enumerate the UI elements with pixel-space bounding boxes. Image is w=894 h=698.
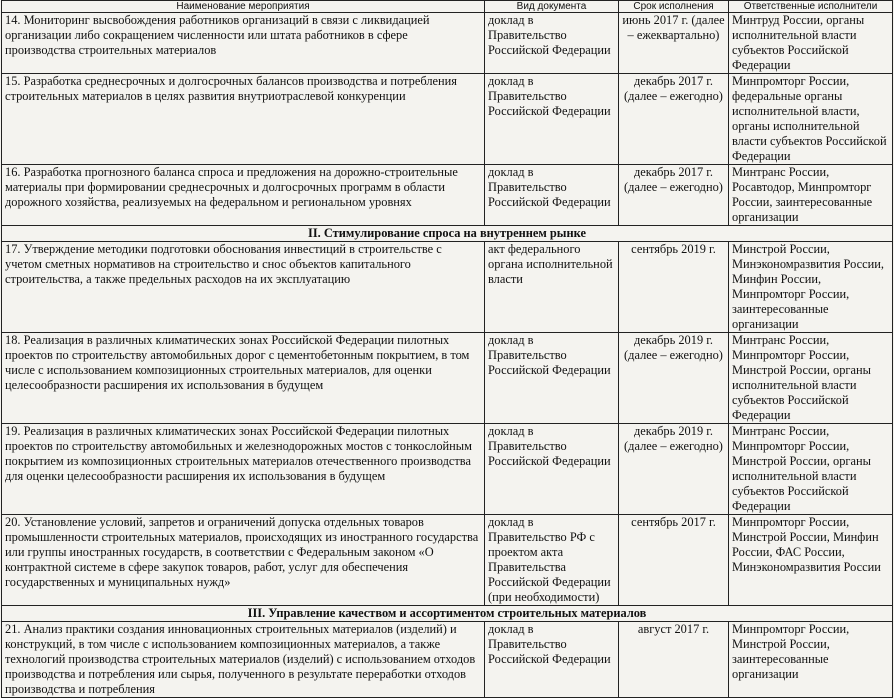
measure-name: 16. Разработка прогнозного баланса спроса и предложения на дорожно-строительные материалы при формировании среднесрочных и долгосрочных программ в области дорожного хозяйства, реализуемых на федеральном и региональном уровнях xyxy=(2,165,485,226)
table-row xyxy=(2,165,893,226)
responsible-executors: Минпромторг России, Минстрой России, заинтересованные организации xyxy=(729,622,893,698)
action-plan-table xyxy=(1,0,893,698)
responsible-executors: Минтранс России, Минпромторг России, Минстрой России, органы исполнительной власти субъектов Российской Федерации xyxy=(729,333,893,424)
table-row xyxy=(2,74,893,165)
section-heading-row xyxy=(2,606,893,622)
section-heading: III. Управление качеством и ассортиментом строительных материалов xyxy=(2,606,893,622)
measure-name: 17. Утверждение методики подготовки обоснования инвестиций в строительстве с учетом сметных нормативов на строительство и снос объектов капитального строительства, а также предельных расходов на их эксплуатацию xyxy=(2,242,485,333)
document-type: доклад в Правительство Российской Федерации xyxy=(485,13,619,74)
column-header-name: Наименование мероприятия xyxy=(2,1,485,13)
document-type: акт федерального органа исполнительной власти xyxy=(485,242,619,333)
column-header-deadline: Срок исполнения xyxy=(619,1,729,13)
document-type: доклад в Правительство Российской Федерации xyxy=(485,333,619,424)
responsible-executors: Минстрой России, Минэкономразвития России, Минфин России, Минпромторг России, заинтересованные организации xyxy=(729,242,893,333)
column-header-responsible: Ответственные исполнители xyxy=(729,1,893,13)
deadline: декабрь 2017 г. (далее – ежегодно) xyxy=(619,74,729,165)
table-row xyxy=(2,424,893,515)
document-type: доклад в Правительство Российской Федерации xyxy=(485,74,619,165)
responsible-executors: Минтранс России, Минпромторг России, Минстрой России, органы исполнительной власти субъектов Российской Федерации xyxy=(729,424,893,515)
document-type: доклад в Правительство Российской Федерации xyxy=(485,622,619,698)
deadline: декабрь 2019 г. (далее – ежегодно) xyxy=(619,333,729,424)
document-type: доклад в Правительство Российской Федерации xyxy=(485,424,619,515)
table-row xyxy=(2,13,893,74)
responsible-executors: Минтранс России, Росавтодор, Минпромторг России, заинтересованные организации xyxy=(729,165,893,226)
deadline: сентябрь 2017 г. xyxy=(619,515,729,606)
deadline: сентябрь 2019 г. xyxy=(619,242,729,333)
table-row xyxy=(2,622,893,698)
measure-name: 19. Реализация в различных климатических зонах Российской Федерации пилотных проектов по строительству автомобильных и железнодорожных мостов с тонкослойным покрытием из композиционных строительных материалов отечественного производства для оценки целесообразности расширения их использования в будущем xyxy=(2,424,485,515)
column-header-document: Вид документа xyxy=(485,1,619,13)
table-row xyxy=(2,333,893,424)
deadline: декабрь 2019 г. (далее – ежегодно) xyxy=(619,424,729,515)
measure-name: 18. Реализация в различных климатических зонах Российской Федерации пилотных проектов по строительству автомобильных дорог с цементобетонным покрытием, в том числе с использованием композиционных строительных материалов, для оценки целесообразности расширения их использования в будущем xyxy=(2,333,485,424)
measure-name: 14. Мониторинг высвобождения работников организаций в связи с ликвидацией организации либо сокращением численности или штата работников в сфере производства строительных материалов xyxy=(2,13,485,74)
measure-name: 20. Установление условий, запретов и ограничений допуска отдельных товаров промышленности строительных материалов, происходящих из иностранного государства или группы иностранных государств, в соответствии с Федеральным законом «О контрактной системе в сфере закупок товаров, работ, услуг для обеспечения государственных и муниципальных нужд» xyxy=(2,515,485,606)
table-row xyxy=(2,515,893,606)
responsible-executors: Минтруд России, органы исполнительной власти субъектов Российской Федерации xyxy=(729,13,893,74)
document-type: доклад в Правительство РФ с проектом акта Правительства Российской Федерации (при необходимости) xyxy=(485,515,619,606)
deadline: июнь 2017 г. (далее – ежеквартально) xyxy=(619,13,729,74)
table-row xyxy=(2,242,893,333)
measure-name: 21. Анализ практики создания инновационных строительных материалов (изделий) и конструкций, в том числе с использованием композиционных материалов, а также технологий производства строительных материалов (изделий) с использованием отходов производства и потребления или сырья, полученного в результате переработки отходов производства и потребления xyxy=(2,622,485,698)
deadline: декабрь 2017 г. (далее – ежегодно) xyxy=(619,165,729,226)
responsible-executors: Минпромторг России, федеральные органы исполнительной власти, органы исполнительной власти субъектов Российской Федерации xyxy=(729,74,893,165)
measure-name: 15. Разработка среднесрочных и долгосрочных балансов производства и потребления строительных материалов в целях развития внутриотраслевой конкуренции xyxy=(2,74,485,165)
table-header-row xyxy=(2,1,893,13)
section-heading: II. Стимулирование спроса на внутреннем рынке xyxy=(2,226,893,242)
document-type: доклад в Правительство Российской Федерации xyxy=(485,165,619,226)
deadline: август 2017 г. xyxy=(619,622,729,698)
section-heading-row xyxy=(2,226,893,242)
responsible-executors: Минпромторг России, Минстрой России, Минфин России, ФАС России, Минэкономразвития России xyxy=(729,515,893,606)
